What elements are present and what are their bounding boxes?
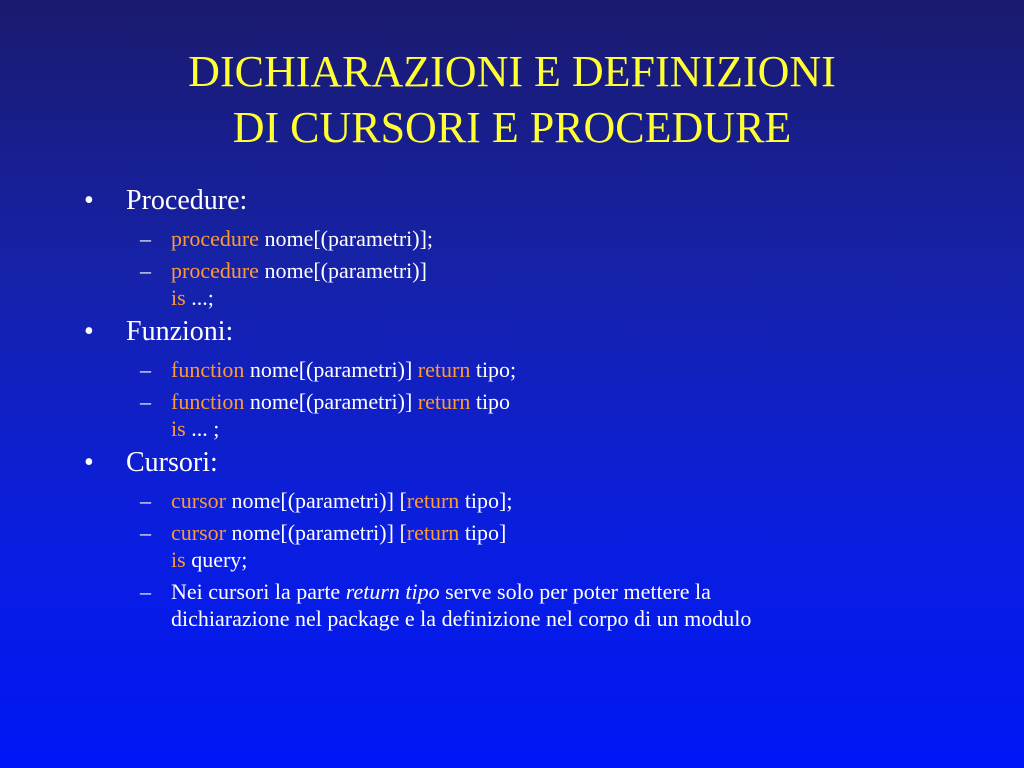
dash-symbol: – — [140, 226, 151, 251]
code-text: tipo]; — [459, 488, 513, 513]
keyword-return: return — [406, 520, 460, 545]
code-text: nome[(parametri)] — [244, 389, 418, 414]
keyword-function: function — [171, 389, 245, 414]
code-line — [171, 257, 984, 284]
code-line — [171, 388, 984, 415]
subitem-function-declaration — [84, 356, 984, 383]
note-text: dichiarazione nel package e la definizione nel corpo di un modulo — [171, 606, 752, 631]
code-text: nome[(parametri)] [ — [225, 520, 407, 545]
subitem-procedure-definition — [84, 257, 984, 311]
subitem-procedure-declaration — [84, 225, 984, 252]
code-text: tipo — [470, 389, 511, 414]
note-italic-text: return tipo — [345, 579, 440, 604]
bullet-symbol: • — [84, 316, 94, 347]
keyword-procedure: procedure — [171, 258, 259, 283]
subitem-function-definition — [84, 388, 984, 442]
code-line — [171, 415, 984, 442]
code-line — [171, 546, 984, 573]
dash-symbol: – — [140, 357, 151, 382]
code-text: query; — [185, 547, 248, 572]
code-text: nome[(parametri)]; — [258, 226, 434, 251]
keyword-is: is — [171, 547, 186, 572]
keyword-is: is — [171, 416, 186, 441]
dash-symbol: – — [140, 579, 151, 604]
slide-title-line-2: DI CURSORI E PROCEDURE — [232, 103, 792, 152]
note-text: Nei cursori la parte — [171, 579, 346, 604]
bullet-funzioni-heading: Funzioni: — [126, 316, 234, 347]
bullet-symbol: • — [84, 447, 94, 478]
note-line — [171, 605, 984, 632]
dash-symbol: – — [140, 389, 151, 414]
subitem-cursor-declaration — [84, 487, 984, 514]
dash-symbol: – — [140, 488, 151, 513]
slide-title — [0, 44, 1024, 156]
bullet-cursori — [84, 444, 984, 482]
dash-symbol: – — [140, 258, 151, 283]
code-text: tipo] — [459, 520, 507, 545]
keyword-cursor: cursor — [171, 488, 226, 513]
code-line — [171, 519, 984, 546]
bullet-symbol: • — [84, 185, 94, 216]
keyword-return: return — [417, 389, 471, 414]
subitem-cursor-note — [84, 578, 984, 632]
bullet-funzioni — [84, 313, 984, 351]
code-line — [171, 356, 984, 383]
code-text: tipo; — [470, 357, 517, 382]
code-text: ...; — [185, 285, 214, 310]
code-text: nome[(parametri)] [ — [225, 488, 407, 513]
code-line — [171, 225, 984, 252]
keyword-procedure: procedure — [171, 226, 259, 251]
code-text: nome[(parametri)] — [244, 357, 418, 382]
code-line — [171, 284, 984, 311]
keyword-function: function — [171, 357, 245, 382]
dash-symbol: – — [140, 520, 151, 545]
code-line — [171, 487, 984, 514]
keyword-return: return — [406, 488, 460, 513]
note-text: serve solo per poter mettere la — [439, 579, 711, 604]
slide-title-line-1: DICHIARAZIONI E DEFINIZIONI — [188, 47, 836, 96]
keyword-is: is — [171, 285, 186, 310]
note-line — [171, 578, 984, 605]
bullet-cursori-heading: Cursori: — [126, 447, 218, 478]
subitem-cursor-definition — [84, 519, 984, 573]
code-text: nome[(parametri)] — [258, 258, 427, 283]
bullet-procedure-heading: Procedure: — [126, 185, 248, 216]
slide-content — [84, 180, 984, 632]
keyword-return: return — [417, 357, 471, 382]
bullet-procedure — [84, 182, 984, 220]
code-text: ... ; — [185, 416, 220, 441]
keyword-cursor: cursor — [171, 520, 226, 545]
